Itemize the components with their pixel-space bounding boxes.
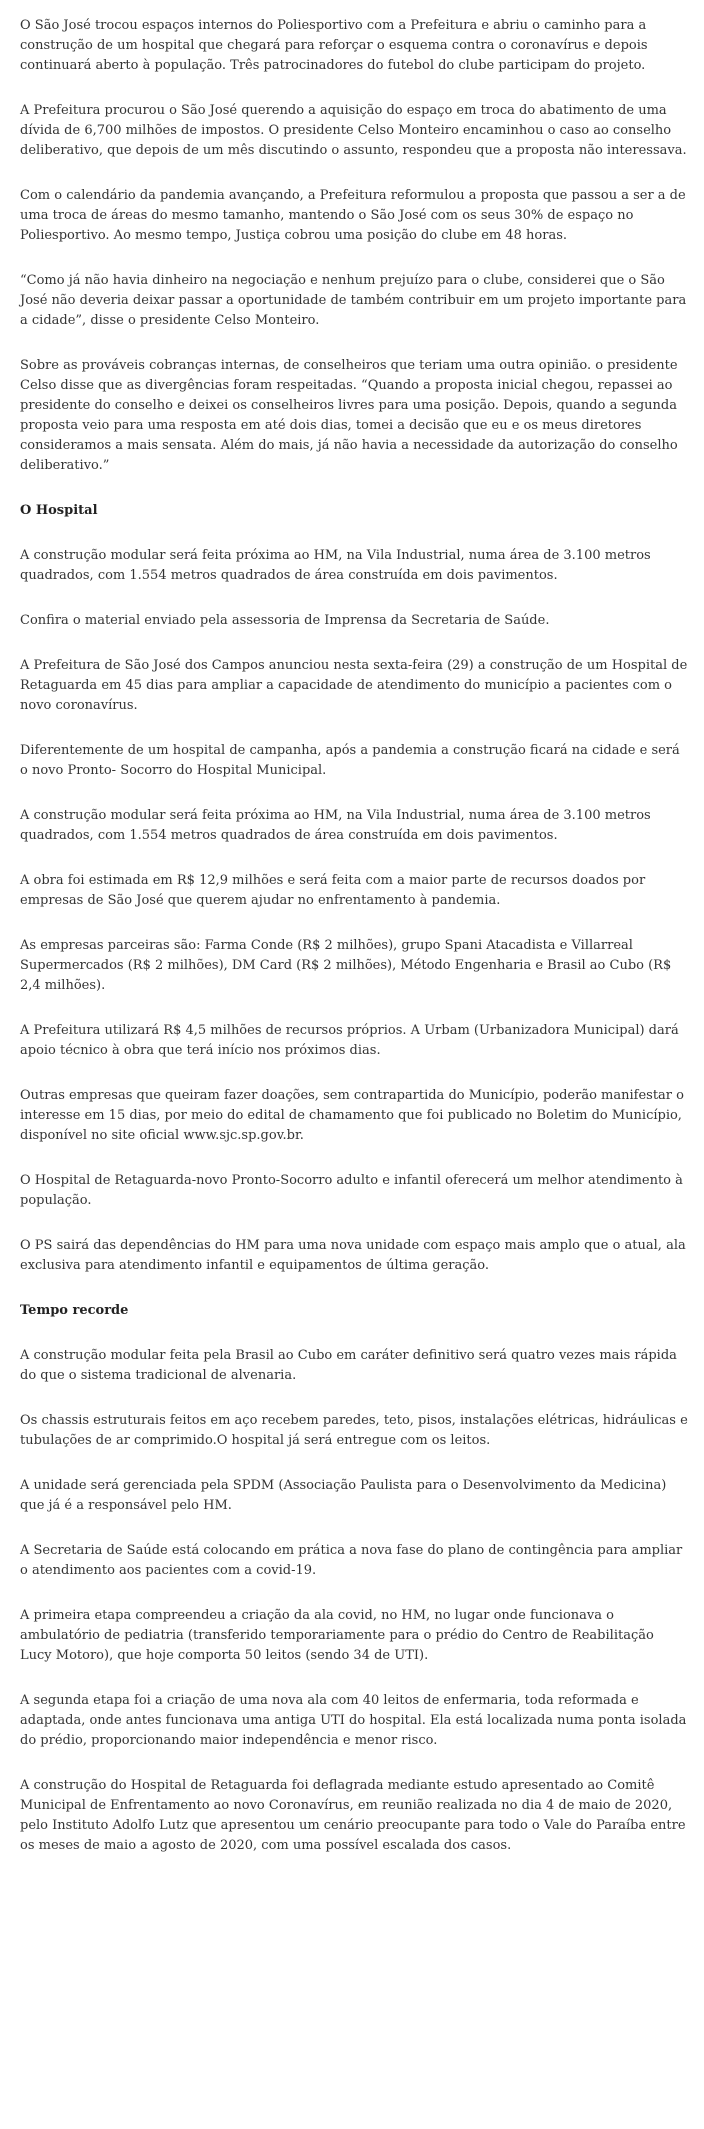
article-paragraph: A construção do Hospital de Retaguarda foi deflagrada mediante estudo apresentado ao Comitê Municipal de Enfrentamento ao novo Coronavírus, em reunião realizada no dia 4 de maio de 2020, pelo Instituto Adolfo Lutz que apresentou um cenário preocupante para todo o Vale do Paraíba entre os meses de maio a agosto de 2020, com uma possível escalada dos casos. — [20, 1778, 686, 1853]
section-heading: O Hospital — [20, 503, 98, 518]
article-paragraph: A unidade será gerenciada pela SPDM (Associação Paulista para o Desenvolvimento da Medicina) que já é a responsável pelo HM. — [20, 1478, 667, 1513]
article-paragraph: O Hospital de Retaguarda-novo Pronto-Socorro adulto e infantil oferecerá um melhor atendimento à população. — [20, 1173, 683, 1208]
article-paragraph: As empresas parceiras são: Farma Conde (R$ 2 milhões), grupo Spani Atacadista e Villarreal Supermercados (R$ 2 milhões), DM Card (R$ 2 milhões), Método Engenharia e Brasil ao Cubo (R$ 2,4 milhões). — [20, 938, 672, 993]
article-paragraph: O PS sairá das dependências do HM para uma nova unidade com espaço mais amplo que o atual, ala exclusiva para atendimento infantil e equipamentos de última geração. — [20, 1238, 686, 1273]
article-paragraph: Com o calendário da pandemia avançando, a Prefeitura reformulou a proposta que passou a ser a de uma troca de áreas do mesmo tamanho, mantendo o São José com os seus 30% de espaço no Poliesportivo. Ao mesmo tempo, Justiça cobrou uma posição do clube em 48 horas. — [20, 188, 686, 243]
article-paragraph: A segunda etapa foi a criação de uma nova ala com 40 leitos de enfermaria, toda reformada e adaptada, onde antes funcionava uma antiga UTI do hospital. Ela está localizada numa ponta isolada do prédio, proporcionando maior independência e menor risco. — [20, 1693, 687, 1748]
article-paragraph: A construção modular será feita próxima ao HM, na Vila Industrial, numa área de 3.100 metros quadrados, com 1.554 metros quadrados de área construída em dois pavimentos. — [20, 548, 651, 583]
article-paragraph: Diferentemente de um hospital de campanha, após a pandemia a construção ficará na cidade e será o novo Pronto- Socorro do Hospital Municipal. — [20, 743, 680, 778]
article-paragraph: A construção modular será feita próxima ao HM, na Vila Industrial, numa área de 3.100 metros quadrados, com 1.554 metros quadrados de área construída em dois pavimentos. — [20, 808, 651, 843]
article-paragraph: Confira o material enviado pela assessoria de Imprensa da Secretaria de Saúde. — [20, 613, 550, 628]
article-paragraph: A Prefeitura procurou o São José querendo a aquisição do espaço em troca do abatimento de uma dívida de 6,700 milhões de impostos. O presidente Celso Monteiro encaminhou o caso ao conselho deliberativo, que depois de um mês discutindo o assunto, respondeu que a proposta não interessava. — [20, 103, 687, 158]
article-paragraph: O São José trocou espaços internos do Poliesportivo com a Prefeitura e abriu o caminho para a construção de um hospital que chegará para reforçar o esquema contra o coronavírus e depois continuará aberto à população. Três patrocinadores do futebol do clube participam do projeto. — [20, 18, 648, 73]
article-paragraph: A primeira etapa compreendeu a criação da ala covid, no HM, no lugar onde funcionava o ambulatório de pediatria (transferido temporariamente para o prédio do Centro de Reabilitação Lucy Motoro), que hoje comporta 50 leitos (sendo 34 de UTI). — [20, 1608, 654, 1663]
article-paragraph: A obra foi estimada em R$ 12,9 milhões e será feita com a maior parte de recursos doados por empresas de São José que querem ajudar no enfrentamento à pandemia. — [20, 873, 646, 908]
article-body — [20, 16, 688, 1881]
article-paragraph: Sobre as prováveis cobranças internas, de conselheiros que teriam uma outra opinião. o presidente Celso disse que as divergências foram respeitadas. “Quando a proposta inicial chegou, repassei ao presidente do conselho e deixei os conselheiros livres para uma posição. Depois, quando a segunda proposta veio para uma resposta em até dois dias, tomei a decisão que eu e os meus diretores consideramos a mais sensata. Além do mais, já não havia a necessidade da autorização do conselho deliberativo.” — [20, 358, 678, 473]
article-paragraph: Outras empresas que queiram fazer doações, sem contrapartida do Município, poderão manifestar o interesse em 15 dias, por meio do edital de chamamento que foi publicado no Boletim do Município, disponível no site oficial www.sjc.sp.gov.br. — [20, 1088, 684, 1143]
article-paragraph: “Como já não havia dinheiro na negociação e nenhum prejuízo para o clube, considerei que o São José não deveria deixar passar a oportunidade de também contribuir em um projeto importante para a cidade”, disse o presidente Celso Monteiro. — [20, 273, 687, 328]
article-paragraph: A Prefeitura de São José dos Campos anunciou nesta sexta-feira (29) a construção de um Hospital de Retaguarda em 45 dias para ampliar a capacidade de atendimento do município a pacientes com o novo coronavírus. — [20, 658, 688, 713]
article-paragraph: A construção modular feita pela Brasil ao Cubo em caráter definitivo será quatro vezes mais rápida do que o sistema tradicional de alvenaria. — [20, 1348, 677, 1383]
article-paragraph: Os chassis estruturais feitos em aço recebem paredes, teto, pisos, instalações elétricas, hidráulicas e tubulações de ar comprimido.O hospital já será entregue com os leitos. — [20, 1413, 688, 1448]
section-heading: Tempo recorde — [20, 1303, 129, 1318]
article-paragraph: A Secretaria de Saúde está colocando em prática a nova fase do plano de contingência para ampliar o atendimento aos pacientes com a covid-19. — [20, 1543, 683, 1578]
article-paragraph: A Prefeitura utilizará R$ 4,5 milhões de recursos próprios. A Urbam (Urbanizadora Municipal) dará apoio técnico à obra que terá início nos próximos dias. — [20, 1023, 679, 1058]
